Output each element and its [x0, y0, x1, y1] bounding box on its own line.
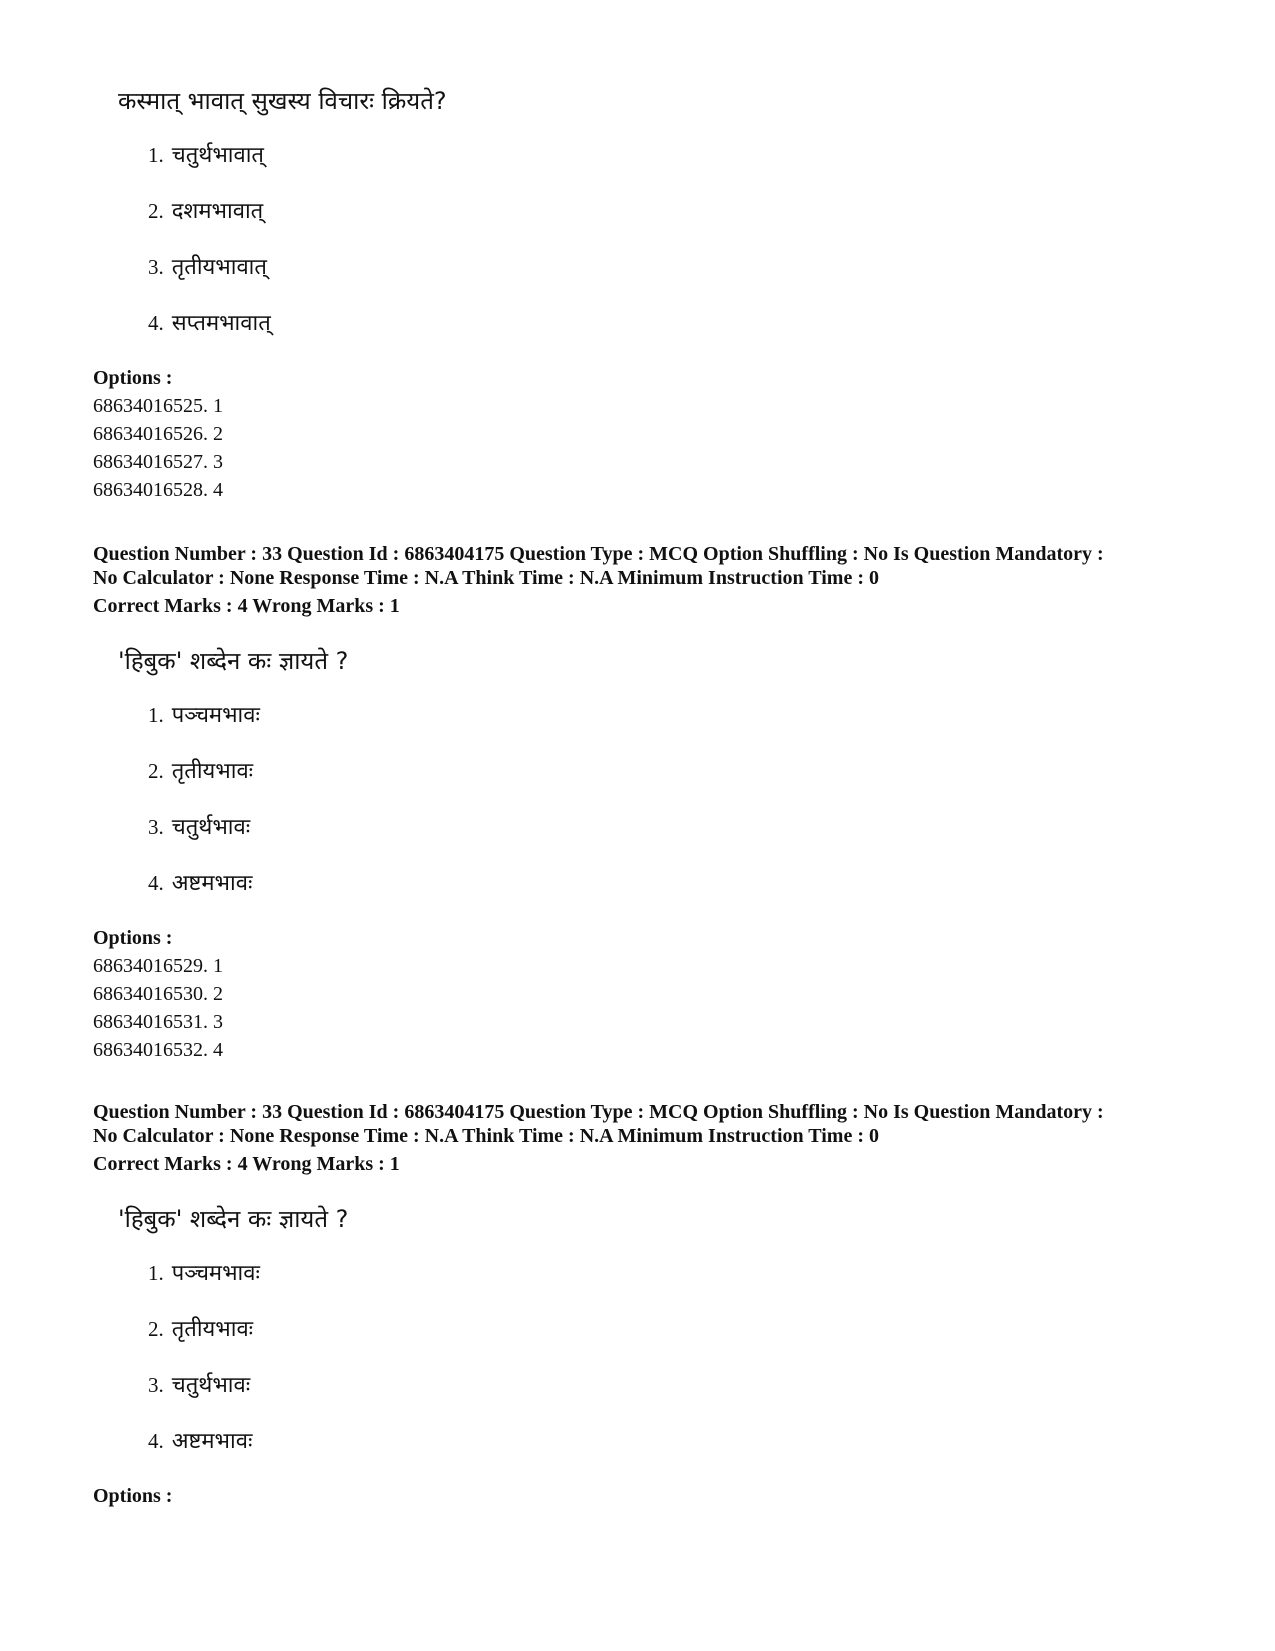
- choice-number: 4.: [148, 871, 164, 895]
- choice-text: तृतीयभावः: [171, 759, 254, 784]
- question-marks: Correct Marks : 4 Wrong Marks : 1: [93, 1153, 400, 1175]
- question-choice: [148, 868, 252, 899]
- choice-number: 2.: [148, 759, 164, 783]
- question-meta-line: Question Number : 33 Question Id : 6863404175 Question Type : MCQ Option Shuffling : No Is Question Mandatory :: [93, 543, 1104, 565]
- choice-number: 1.: [148, 1261, 164, 1285]
- choice-number: 3.: [148, 1373, 164, 1397]
- option-id-row: 68634016526. 2: [93, 423, 223, 445]
- options-label: Options :: [93, 367, 173, 389]
- choice-text: पञ्चमभावः: [171, 703, 260, 728]
- question-meta-line: Question Number : 33 Question Id : 6863404175 Question Type : MCQ Option Shuffling : No Is Question Mandatory :: [93, 1101, 1104, 1123]
- question-meta-line: No Calculator : None Response Time : N.A Think Time : N.A Minimum Instruction Time : 0: [93, 1125, 879, 1147]
- choice-text: अष्टमभावः: [171, 871, 253, 896]
- choice-text: चतुर्थभावः: [171, 1373, 251, 1398]
- option-id-row: 68634016528. 4: [93, 479, 223, 501]
- question-meta: [93, 542, 1203, 590]
- choice-text: तृतीयभावः: [171, 1317, 254, 1342]
- option-id-row: 68634016532. 4: [93, 1039, 223, 1061]
- question-choice: [148, 1258, 260, 1289]
- choice-number: 1.: [148, 143, 164, 167]
- question-choice: [148, 1370, 250, 1401]
- options-label: Options :: [93, 927, 173, 949]
- choice-text: अष्टमभावः: [171, 1429, 253, 1454]
- question-text: 'हिबुक' शब्देन कः ज्ञायते ?: [118, 647, 349, 675]
- question-choice: [148, 1314, 253, 1345]
- question-text: 'हिबुक' शब्देन कः ज्ञायते ?: [118, 1205, 349, 1233]
- choice-number: 3.: [148, 815, 164, 839]
- choice-text: सप्तमभावात्: [171, 311, 271, 336]
- question-choice: [148, 756, 253, 787]
- choice-number: 4.: [148, 311, 164, 335]
- question-meta: [93, 1100, 1203, 1148]
- choice-number: 1.: [148, 703, 164, 727]
- choice-text: पञ्चमभावः: [171, 1261, 260, 1286]
- choice-number: 2.: [148, 1317, 164, 1341]
- question-choice: [148, 196, 263, 227]
- question-choice: [148, 812, 250, 843]
- choice-number: 3.: [148, 255, 164, 279]
- question-choice: [148, 1426, 252, 1457]
- choice-text: चतुर्थभावात्: [171, 143, 264, 168]
- choice-number: 2.: [148, 199, 164, 223]
- question-choice: [148, 700, 260, 731]
- question-text: कस्मात् भावात् सुखस्य विचारः क्रियते?: [118, 87, 447, 115]
- option-id-row: 68634016525. 1: [93, 395, 223, 417]
- question-meta-line: No Calculator : None Response Time : N.A Think Time : N.A Minimum Instruction Time : 0: [93, 567, 879, 589]
- choice-text: दशमभावात्: [171, 199, 264, 224]
- question-marks: Correct Marks : 4 Wrong Marks : 1: [93, 595, 400, 617]
- question-choice: [148, 140, 264, 171]
- choice-text: चतुर्थभावः: [171, 815, 251, 840]
- option-id-row: 68634016531. 3: [93, 1011, 223, 1033]
- choice-number: 4.: [148, 1429, 164, 1453]
- question-choice: [148, 308, 271, 339]
- choice-text: तृतीयभावात्: [171, 255, 267, 280]
- option-id-row: 68634016527. 3: [93, 451, 223, 473]
- option-id-row: 68634016530. 2: [93, 983, 223, 1005]
- options-label: Options :: [93, 1485, 173, 1507]
- question-choice: [148, 252, 267, 283]
- option-id-row: 68634016529. 1: [93, 955, 223, 977]
